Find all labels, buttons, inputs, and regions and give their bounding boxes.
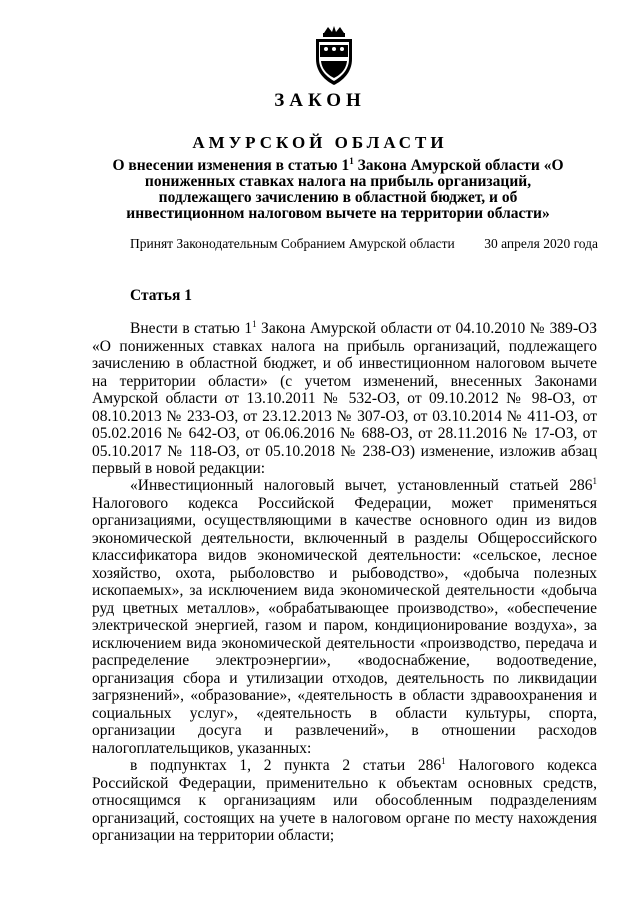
paragraph-text-part: Закона Амурской области от 04.10.2010 № 389-ОЗ «О пониженных ставках налога на прибыль организаций, подлежащего зачислению в областной бюджет, и об инвестиционном налоговом вычете на территории области» (с учетом изменений, внесенных Законами Амурской области от 13.10.2011 № 532-ОЗ, от 09.10.2012 № 98-ОЗ, от 08.10.2013 № 233-ОЗ, от 23.12.2013 № 307-ОЗ, от 03.10.2014 № 411-ОЗ, от 05.02.2016 № 642-ОЗ, от 06.06.2016 № 688-ОЗ, от 28.11.2016 № 17-ОЗ, от 05.10.2017 № 118-ОЗ, от 05.10.2018 № 238-ОЗ) изменение, изложив абзац первый в новой редакции:: [92, 320, 597, 477]
subject-text-part: Закона Амурской области «О пониженных ставках налога на прибыль организаций, подлежащего зачислению в областной бюджет, и об инвестиционном налоговом вычете на территории области»: [126, 157, 564, 222]
paragraph-text-part: в подпунктах 1, 2 пункта 2 статьи 286: [130, 757, 442, 774]
subject-text-part: О внесении изменения в статью 1: [112, 157, 350, 174]
coat-of-arms-icon: [302, 23, 366, 87]
paragraph-text-part: «Инвестиционный налоговый вычет, установленный статьей 286: [130, 477, 593, 494]
article-paragraph: [92, 320, 597, 478]
article-paragraph: [92, 757, 597, 845]
paragraph-superscript: 1: [592, 475, 597, 486]
paragraph-text-part: Налогового кодекса Российской Федерации, может применяться организациями, осуществляющими в качестве основного один из видов экономической деятельности, включенный в разделы Общероссийского классификатора видов экономической деятельности: «сельское, лесное хозяйство, охота, рыболовство и рыбоводство», «добыча полезных ископаемых», за исключением вида экономической деятельности «добыча руд цветных металлов», «обрабатывающее производство», «обеспечение электрической энергией, газом и паром, кондиционирование воздуха», за исключением вида экономической деятельности «производство, передача и распределение электроэнергии», «водоснабжение, водоотведение, организация сбора и утилизации отходов, деятельность по ликвидации загрязнений», «образование», «деятельность в области здравоохранения и социальных услуг», «деятельность в области культуры, спорта, организации досуга и развлечений», в отношении расходов налогоплательщиков, указанных:: [92, 494, 597, 757]
subject-superscript: 1: [349, 155, 354, 166]
document-type-heading: ЗАКОН: [274, 90, 366, 111]
paragraph-text-part: Налогового кодекса Российской Федерации, применительно к объектам основных средств, относящимся к организациям или обособленным подразделениям организаций, состоящих на учете в налоговом органе по месту нахождения организации на территории области;: [92, 757, 597, 844]
paragraph-text-part: Внести в статью 1: [130, 320, 253, 337]
article-paragraph: [92, 477, 597, 757]
paragraph-superscript: 1: [441, 755, 446, 766]
adoption-date: 30 апреля 2020 года: [484, 236, 598, 251]
law-subject-title: [108, 155, 568, 222]
article-heading: Статья 1: [130, 287, 192, 304]
region-heading: АМУРСКОЙ ОБЛАСТИ: [192, 133, 448, 152]
paragraph-superscript: 1: [252, 318, 257, 329]
adoption-statement: Принят Законодательным Собранием Амурской области: [130, 236, 455, 251]
